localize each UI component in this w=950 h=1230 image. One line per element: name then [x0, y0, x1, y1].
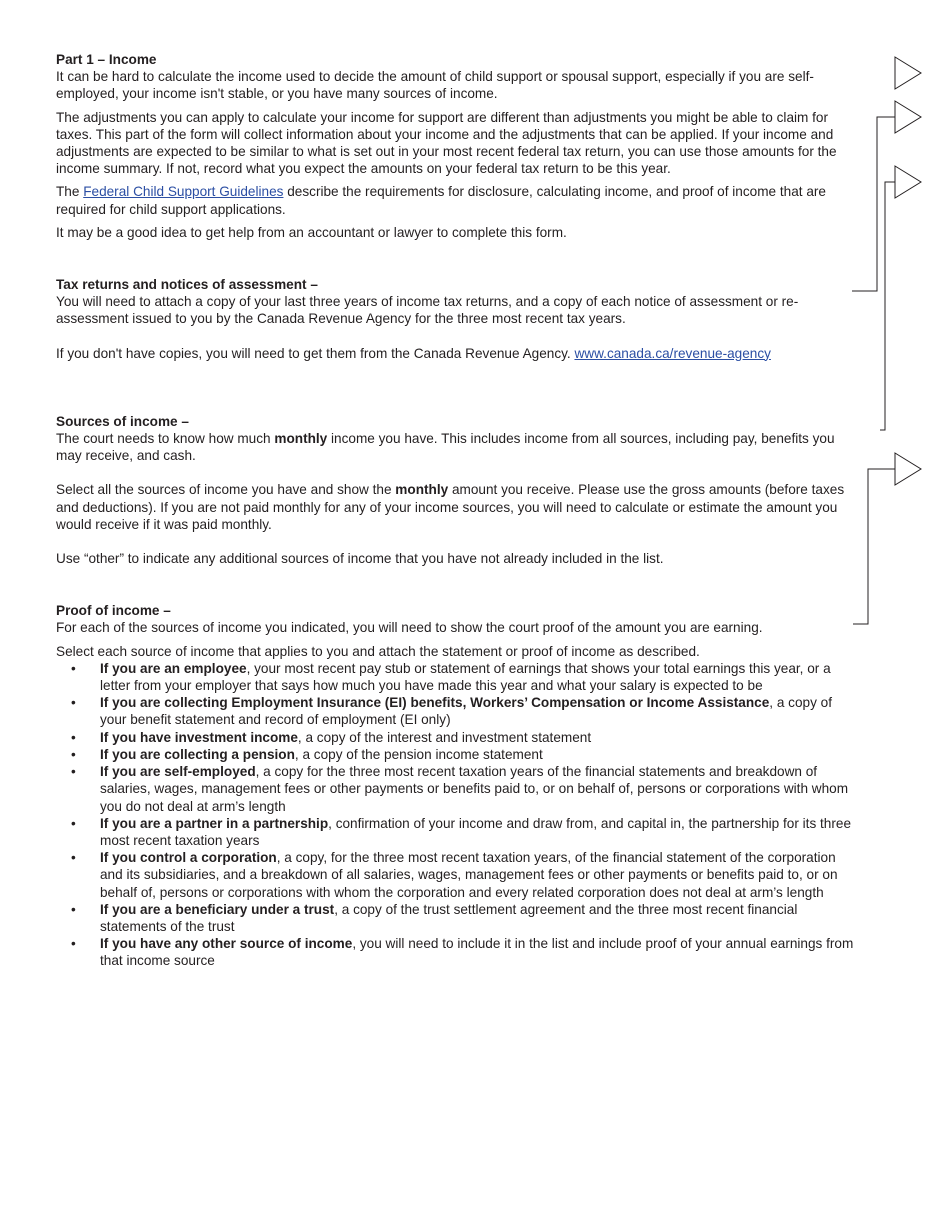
proof-item-lead: If you are self-employed — [100, 764, 256, 780]
proof-item — [56, 815, 856, 849]
part1-para4: It may be a good idea to get help from an accountant or lawyer to complete this form. — [56, 224, 567, 240]
revenue-agency-link[interactable]: www.canada.ca/revenue-agency — [574, 345, 771, 361]
bullet-icon: • — [71, 901, 76, 917]
proof-item-lead: If you control a corporation — [100, 850, 277, 866]
proof-list — [56, 660, 856, 970]
sources-heading: Sources of income – — [56, 413, 189, 429]
proof-item-text: , a copy for the three most recent taxation years of the financial statements and breakdown of salaries, wages, management fees or other payments or benefits paid to, or on behalf of, persons or corporations with whom you do not deal at arm’s length — [100, 764, 849, 814]
tax-para2: If you don't have copies, you will need to get them from the Canada Revenue Agency. www.canada.ca/revenue-agency — [56, 345, 771, 361]
proof-item-text: , a copy of the pension income statement — [294, 746, 543, 762]
sources-para1: The court needs to know how much monthly income you have. This includes income from all sources, including pay, benefits you may receive, and cash. — [56, 431, 835, 464]
proof-item — [56, 935, 856, 969]
proof-item-text: , you will need to include it in the list and include proof of your annual earnings from that income source — [100, 936, 854, 969]
proof-item-lead: If you are collecting a pension — [100, 746, 295, 762]
triangle-arrow-icon[interactable] — [895, 453, 921, 485]
part1-para3: The Federal Child Support Guidelines describe the requirements for disclosure, calculating income, and proof of income that are required for child support applications. — [56, 184, 826, 217]
proof-item — [56, 660, 856, 694]
proof-item-text: , a copy of your benefit statement and record of employment (EI only) — [100, 695, 833, 728]
sources-para3: Use “other” to indicate any additional sources of income that you have not already included in the list. — [56, 551, 664, 567]
bullet-icon: • — [71, 936, 76, 952]
proof-item — [56, 729, 856, 746]
bullet-icon: • — [71, 695, 76, 711]
bullet-icon: • — [71, 746, 76, 762]
bullet-icon: • — [71, 660, 76, 676]
part1-para2: The adjustments you can apply to calculate your income for support are different than adjustments you might be able to claim for taxes. This part of the form will collect information about your income and the adjustments that can be applied. If your income and adjustments are expected to be similar to what is set out in your most recent federal tax return, you can use those amounts for the income summary. If not, record what you expect the amounts on your federal tax return to be this year. — [56, 109, 837, 177]
proof-item — [56, 849, 856, 901]
tax-para1: You will need to attach a copy of your last three years of income tax returns, and a copy of each notice of assessment or re-assessment issued to you by the Canada Revenue Agency for the three most recent tax years. — [56, 294, 799, 327]
proof-item-text: , your most recent pay stub or statement of earnings that shows your total earnings this year, or a letter from your employer that says how much you have made this year and what your salary is expected to be — [100, 660, 831, 694]
proof-item-text: , confirmation of your income and draw from, and capital in, the partnership for its three most recent taxation years — [100, 815, 852, 848]
proof-item-text: , a copy, for the three most recent taxation years, of the financial statement of the corporation and its subsidiaries, and a breakdown of all salaries, wages, management fees or other payments or benefits paid to, or on behalf of, persons or corporations with whom the corporation and every related corporation does not deal at arm’s length — [100, 850, 838, 900]
proof-item-text: , a copy of the trust settlement agreement and the three most recent financial statements of the trust — [100, 901, 798, 934]
connector-line — [853, 469, 895, 624]
connector-line — [852, 117, 895, 291]
proof-item-lead: If you are an employee — [100, 660, 247, 676]
proof-item — [56, 763, 856, 815]
part1-heading: Part 1 – Income — [56, 52, 157, 67]
proof-item-text: , a copy of the interest and investment statement — [297, 729, 592, 745]
bullet-icon: • — [71, 729, 76, 745]
proof-item-lead: If you are a beneficiary under a trust — [100, 901, 335, 917]
proof-item-lead: If you have any other source of income — [100, 936, 353, 952]
bullet-icon: • — [71, 815, 76, 831]
triangle-arrow-icon[interactable] — [895, 166, 921, 198]
proof-item — [56, 746, 856, 763]
proof-item-lead: If you are a partner in a partnership — [100, 815, 329, 831]
part1-para1: It can be hard to calculate the income used to decide the amount of child support or spousal support, especially if you are self-employed, your income isn't stable, or you have many sources of income. — [56, 69, 814, 102]
proof-heading: Proof of income – — [56, 603, 171, 619]
triangle-arrow-icon[interactable] — [895, 101, 921, 133]
bullet-icon: • — [71, 850, 76, 866]
page-content — [56, 51, 856, 970]
proof-item-lead: If you are collecting Employment Insurance (EI) benefits, Workers’ Compensation or Income Assistance — [100, 695, 770, 711]
proof-item-lead: If you have investment income — [100, 729, 298, 745]
proof-para2: Select each source of income that applies to you and attach the statement or proof of income as described. — [56, 643, 700, 659]
triangle-arrow-icon[interactable] — [895, 57, 921, 89]
bullet-icon: • — [71, 764, 76, 780]
sources-para2: Select all the sources of income you have and show the monthly amount you receive. Please use the gross amounts (before taxes and deductions). If you are not paid monthly for any of your income sources, you will need to calculate or estimate the amount you would receive if it was paid monthly. — [56, 482, 845, 532]
guidelines-link[interactable]: Federal Child Support Guidelines — [83, 184, 284, 200]
tax-heading: Tax returns and notices of assessment – — [56, 277, 318, 293]
connector-line — [880, 182, 895, 430]
proof-para1: For each of the sources of income you indicated, you will need to show the court proof of the amount you are earning. — [56, 620, 763, 636]
proof-item — [56, 694, 856, 728]
proof-item — [56, 901, 856, 935]
